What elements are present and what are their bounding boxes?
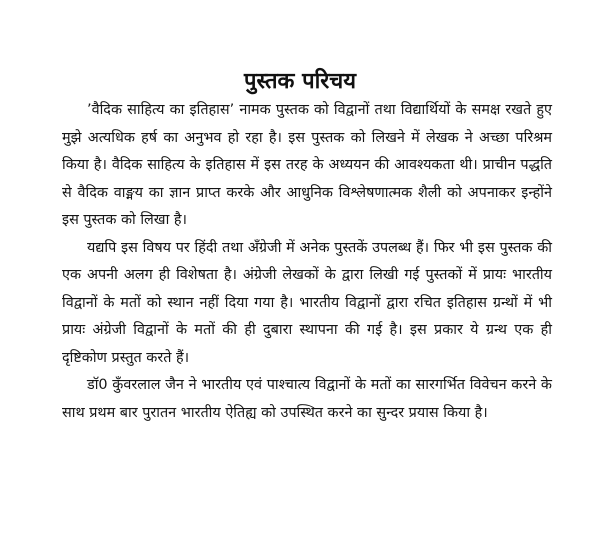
paragraph: यद्यपि इस विषय पर हिंदी तथा अँग्रेजी में अनेक पुस्तकें उपलब्ध हैं। फिर भी इस पुस्तक की एक अपनी अलग ही विशेषता है। अंग्रेजी लेखकों के द्वारा लिखी गई पुस्तकों में प्रायः भारतीय विद्वानों के मतों को स्थान नहीं दिया गया है। भारतीय विद्वानों द्वारा रचित इतिहास ग्रन्थों में भी प्रायः अंग्रेजी विद्वानों के मतों की ही दुबारा स्थापना की गई है। इस प्रकार ये ग्रन्थ एक ही दृष्टिकोण प्रस्तुत करते हैं। (62, 239, 552, 366)
paragraph: डॉ0 कुँवरलाल जैन ने भारतीय एवं पाश्चात्य विद्वानों के मतों का सारगर्भित विवेचन करने के साथ प्रथम बार पुरातन भारतीय ऐतिह्य को उपस्थित करने का सुन्दर प्रयास किया है। (62, 377, 552, 421)
paragraph: ’वैदिक साहित्य का इतिहास’ नामक पुस्तक को विद्वानों तथा विद्यार्थियों के समक्ष रखते हुए मुझे अत्यधिक हर्ष का अनुभव हो रहा है। इस पुस्तक को लिखने में लेखक ने अच्छा परिश्रम किया है। वैदिक साहित्य के इतिहास में इस तरह के अध्ययन की आवश्यकता थी। प्राचीन पद्धति से वैदिक वाङ्मय का ज्ञान प्राप्त करके और आधुनिक विश्लेषणात्मक शैली को अपनाकर इन्होंने इस पुस्तक को लिखा है। (62, 102, 552, 228)
page-title: पुस्तक परिचय (243, 69, 357, 94)
document-body (62, 97, 552, 427)
